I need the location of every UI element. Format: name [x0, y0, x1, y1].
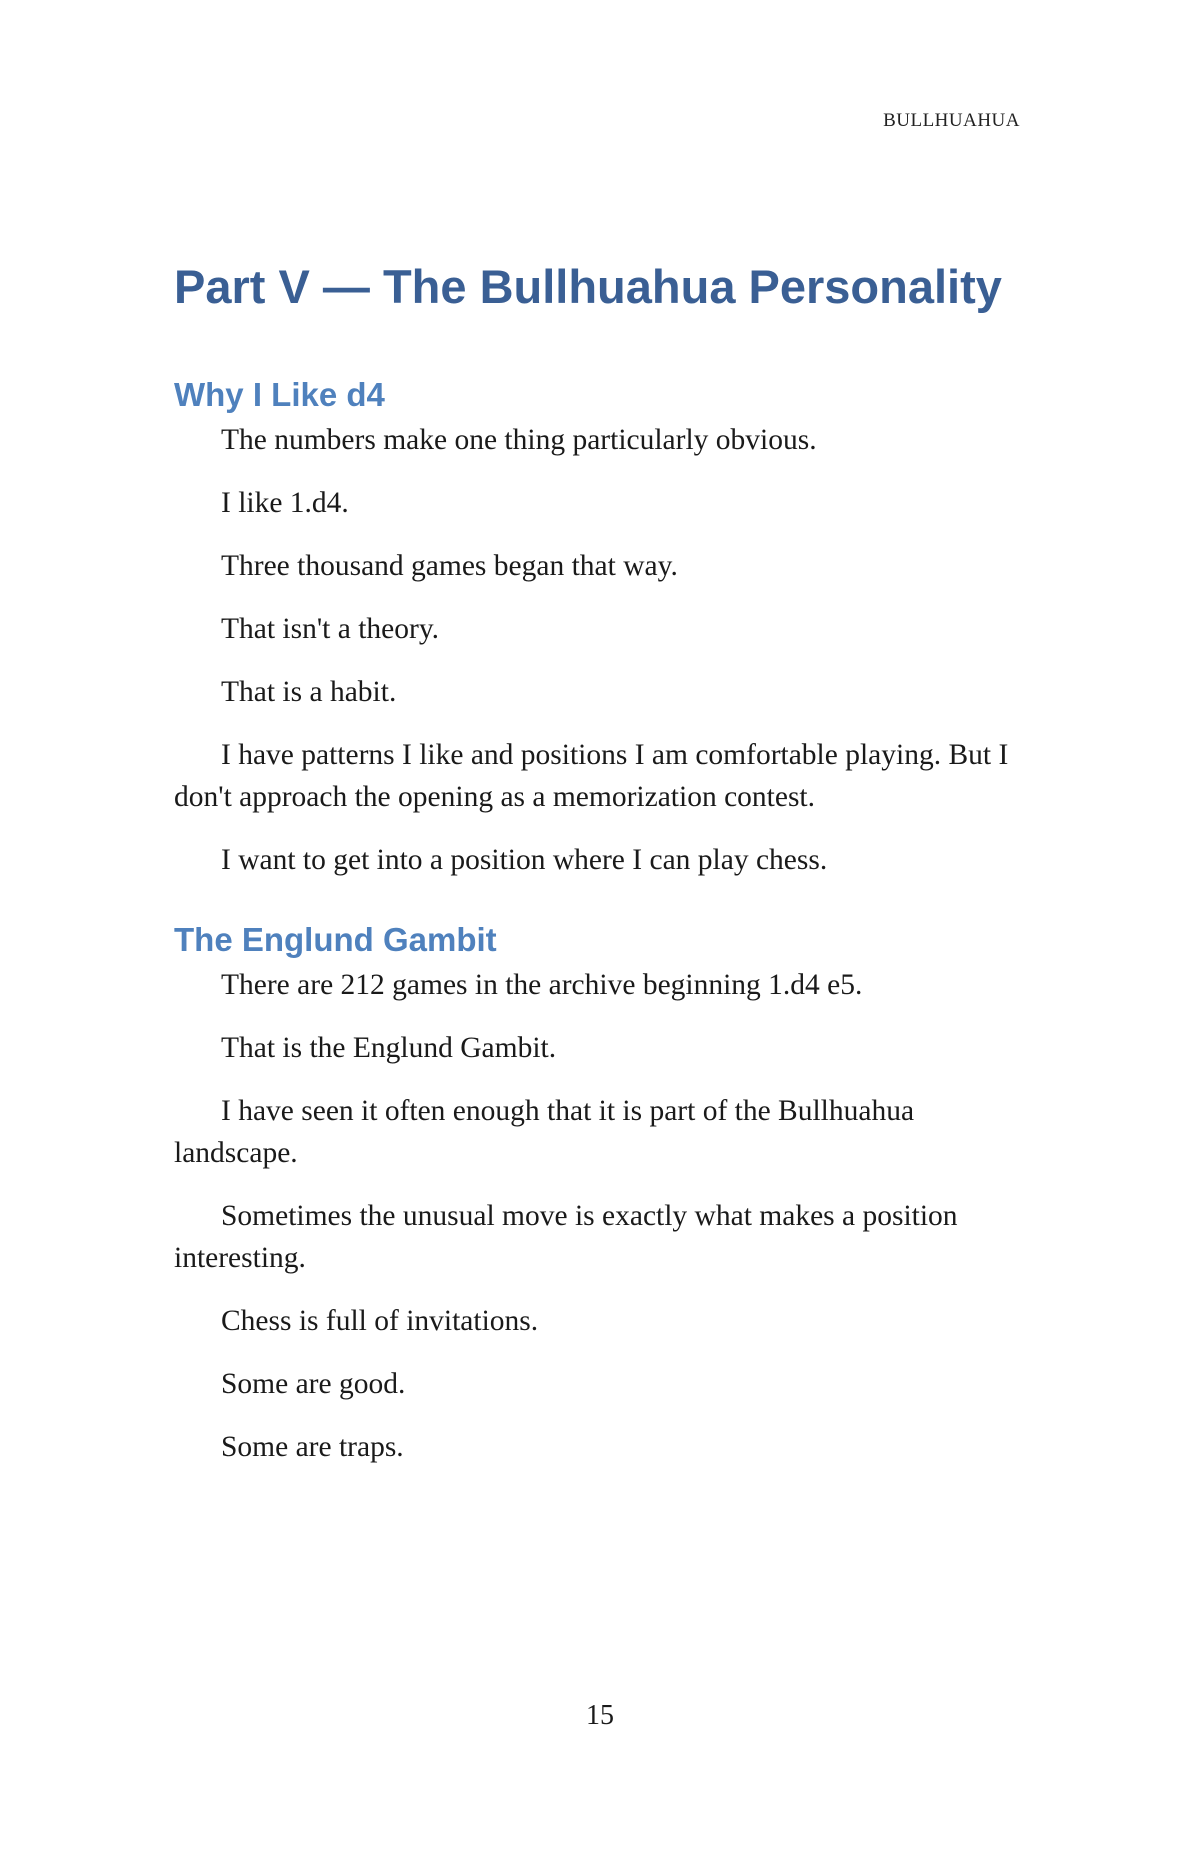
chapter-title: Part V — The Bullhuahua Personality — [174, 260, 1002, 313]
paragraph: There are 212 games in the archive beginning 1.d4 e5. — [221, 969, 863, 1001]
paragraph: I have seen it often enough that it is part of the Bullhuahua landscape. — [174, 1095, 915, 1169]
paragraph: The numbers make one thing particularly obvious. — [221, 424, 817, 456]
page-number: 15 — [586, 1700, 614, 1731]
paragraph: That isn't a theory. — [221, 613, 440, 645]
paragraph: I like 1.d4. — [221, 487, 349, 519]
page-content — [174, 248, 1020, 1489]
paragraph: That is a habit. — [221, 676, 397, 708]
paragraph: I want to get into a position where I can play chess. — [221, 844, 828, 876]
running-header: BULLHUAHUA — [883, 110, 1020, 131]
paragraph: Chess is full of invitations. — [221, 1305, 539, 1337]
paragraph: Sometimes the unusual move is exactly what makes a position interesting. — [174, 1200, 958, 1274]
section-heading-englund-gambit: The Englund Gambit — [174, 921, 497, 958]
paragraph: That is the Englund Gambit. — [221, 1032, 557, 1064]
paragraph: I have patterns I like and positions I am comfortable playing. But I don't approach the opening as a memorization contest. — [174, 739, 1009, 813]
paragraph: Some are good. — [221, 1368, 406, 1400]
section-heading-why-i-like-d4: Why I Like d4 — [174, 376, 385, 413]
paragraph: Three thousand games began that way. — [221, 550, 678, 582]
paragraph: Some are traps. — [221, 1431, 404, 1463]
